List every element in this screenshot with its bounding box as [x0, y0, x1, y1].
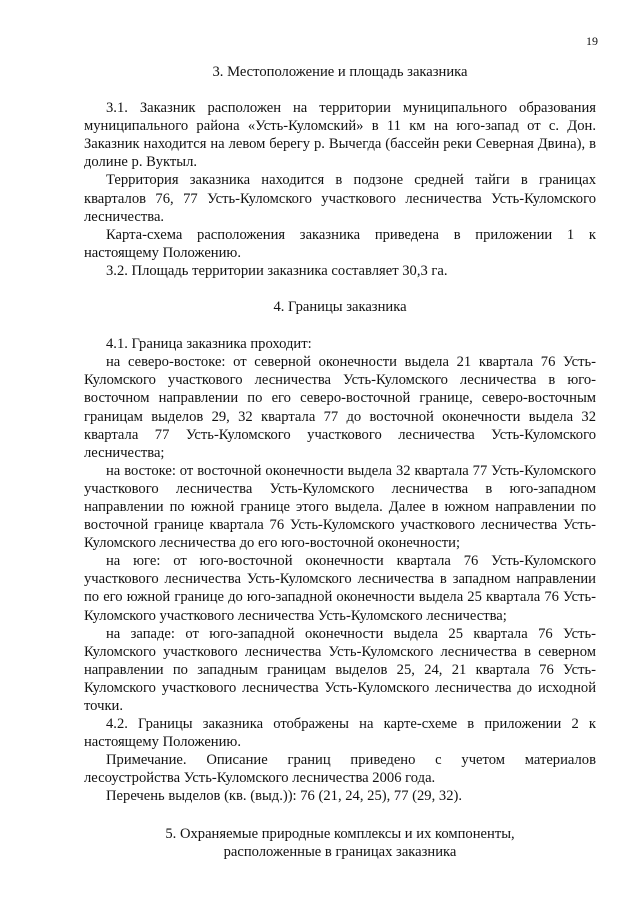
paragraph-boundary-northeast: на северо-востоке: от северной оконечности выдела 21 квартала 76 Усть-Куломского участкового лесничества Усть-Куломского лесничества в юго-восточном направлении по его северо-восточной границе, северо-восточным границам выделов 29, 32 квартала 77 до восточной оконечности выдела 32 квартала 77 Усть-Куломского участкового лесничества Усть-Куломского лесничества; — [84, 354, 596, 461]
section-4-heading: 4. Границы заказника — [273, 299, 407, 316]
paragraph-boundary-south: на юге: от юго-восточной оконечности квартала 76 Усть-Куломского участкового лесничества Усть-Куломского лесничества в западном направлении по его южной границе до юго-западной оконечности выдела 25 квартала 76 Усть-Куломского участкового лесничества Усть-Куломского лесничества; — [84, 553, 596, 624]
paragraph-4-2: 4.2. Границы заказника отображены на карте-схеме в приложении 2 к настоящему Положению. — [84, 716, 596, 751]
paragraph-note: Примечание. Описание границ приведено с учетом материалов лесоустройства Усть-Куломского лесничества 2006 года. — [84, 752, 596, 787]
paragraph-3-1: 3.1. Заказник расположен на территории муниципального образования муниципального района «Усть-Куломский» в 11 км на юго-запад от с. Дон. Заказник находится на левом берегу р. Вычегда (бассейн реки Северная Двина), в долине р. Вуктыл. — [84, 100, 596, 171]
paragraph-4-1: 4.1. Граница заказника проходит: — [106, 336, 312, 353]
paragraph-map-scheme: Карта-схема расположения заказника приведена в приложении 1 к настоящему Положению. — [84, 226, 596, 261]
page-number: 19 — [586, 34, 598, 48]
document-body — [84, 63, 596, 861]
section-5-heading-line-2: расположенные в границах заказника — [223, 843, 457, 860]
section-3-heading: 3. Местоположение и площадь заказника — [212, 64, 468, 80]
paragraph-boundary-east: на востоке: от восточной оконечности выдела 32 квартала 77 Усть-Куломского участкового лесничества Усть-Куломского лесничества в юго-западном направлении по южной границе этого выдела. Далее в южном направлении по восточной границе квартала 76 Усть-Куломского участкового лесничества Усть-Куломского лесничества до его юго-восточной оконечности; — [84, 462, 596, 552]
paragraph-3-2: 3.2. Площадь территории заказника составляет 30,3 га. — [106, 262, 448, 279]
paragraph-plot-list: Перечень выделов (кв. (выд.)): 76 (21, 24, 25), 77 (29, 32). — [106, 788, 462, 805]
section-5-heading-line-1: 5. Охраняемые природные комплексы и их компоненты, — [165, 825, 515, 842]
paragraph-boundary-west: на западе: от юго-западной оконечности выдела 25 квартала 76 Усть-Куломского участкового лесничества Усть-Куломского лесничества в северном направлении по западным границам выделов 25, 24, 21 квартала 76 Усть-Куломского участкового лесничества Усть-Куломского лесничества до исходной точки. — [84, 625, 596, 714]
paragraph-territory: Территория заказника находится в подзоне средней тайги в границах кварталов 76, 77 Усть-Куломского участкового лесничества Усть-Куломского лесничества. — [84, 172, 596, 225]
